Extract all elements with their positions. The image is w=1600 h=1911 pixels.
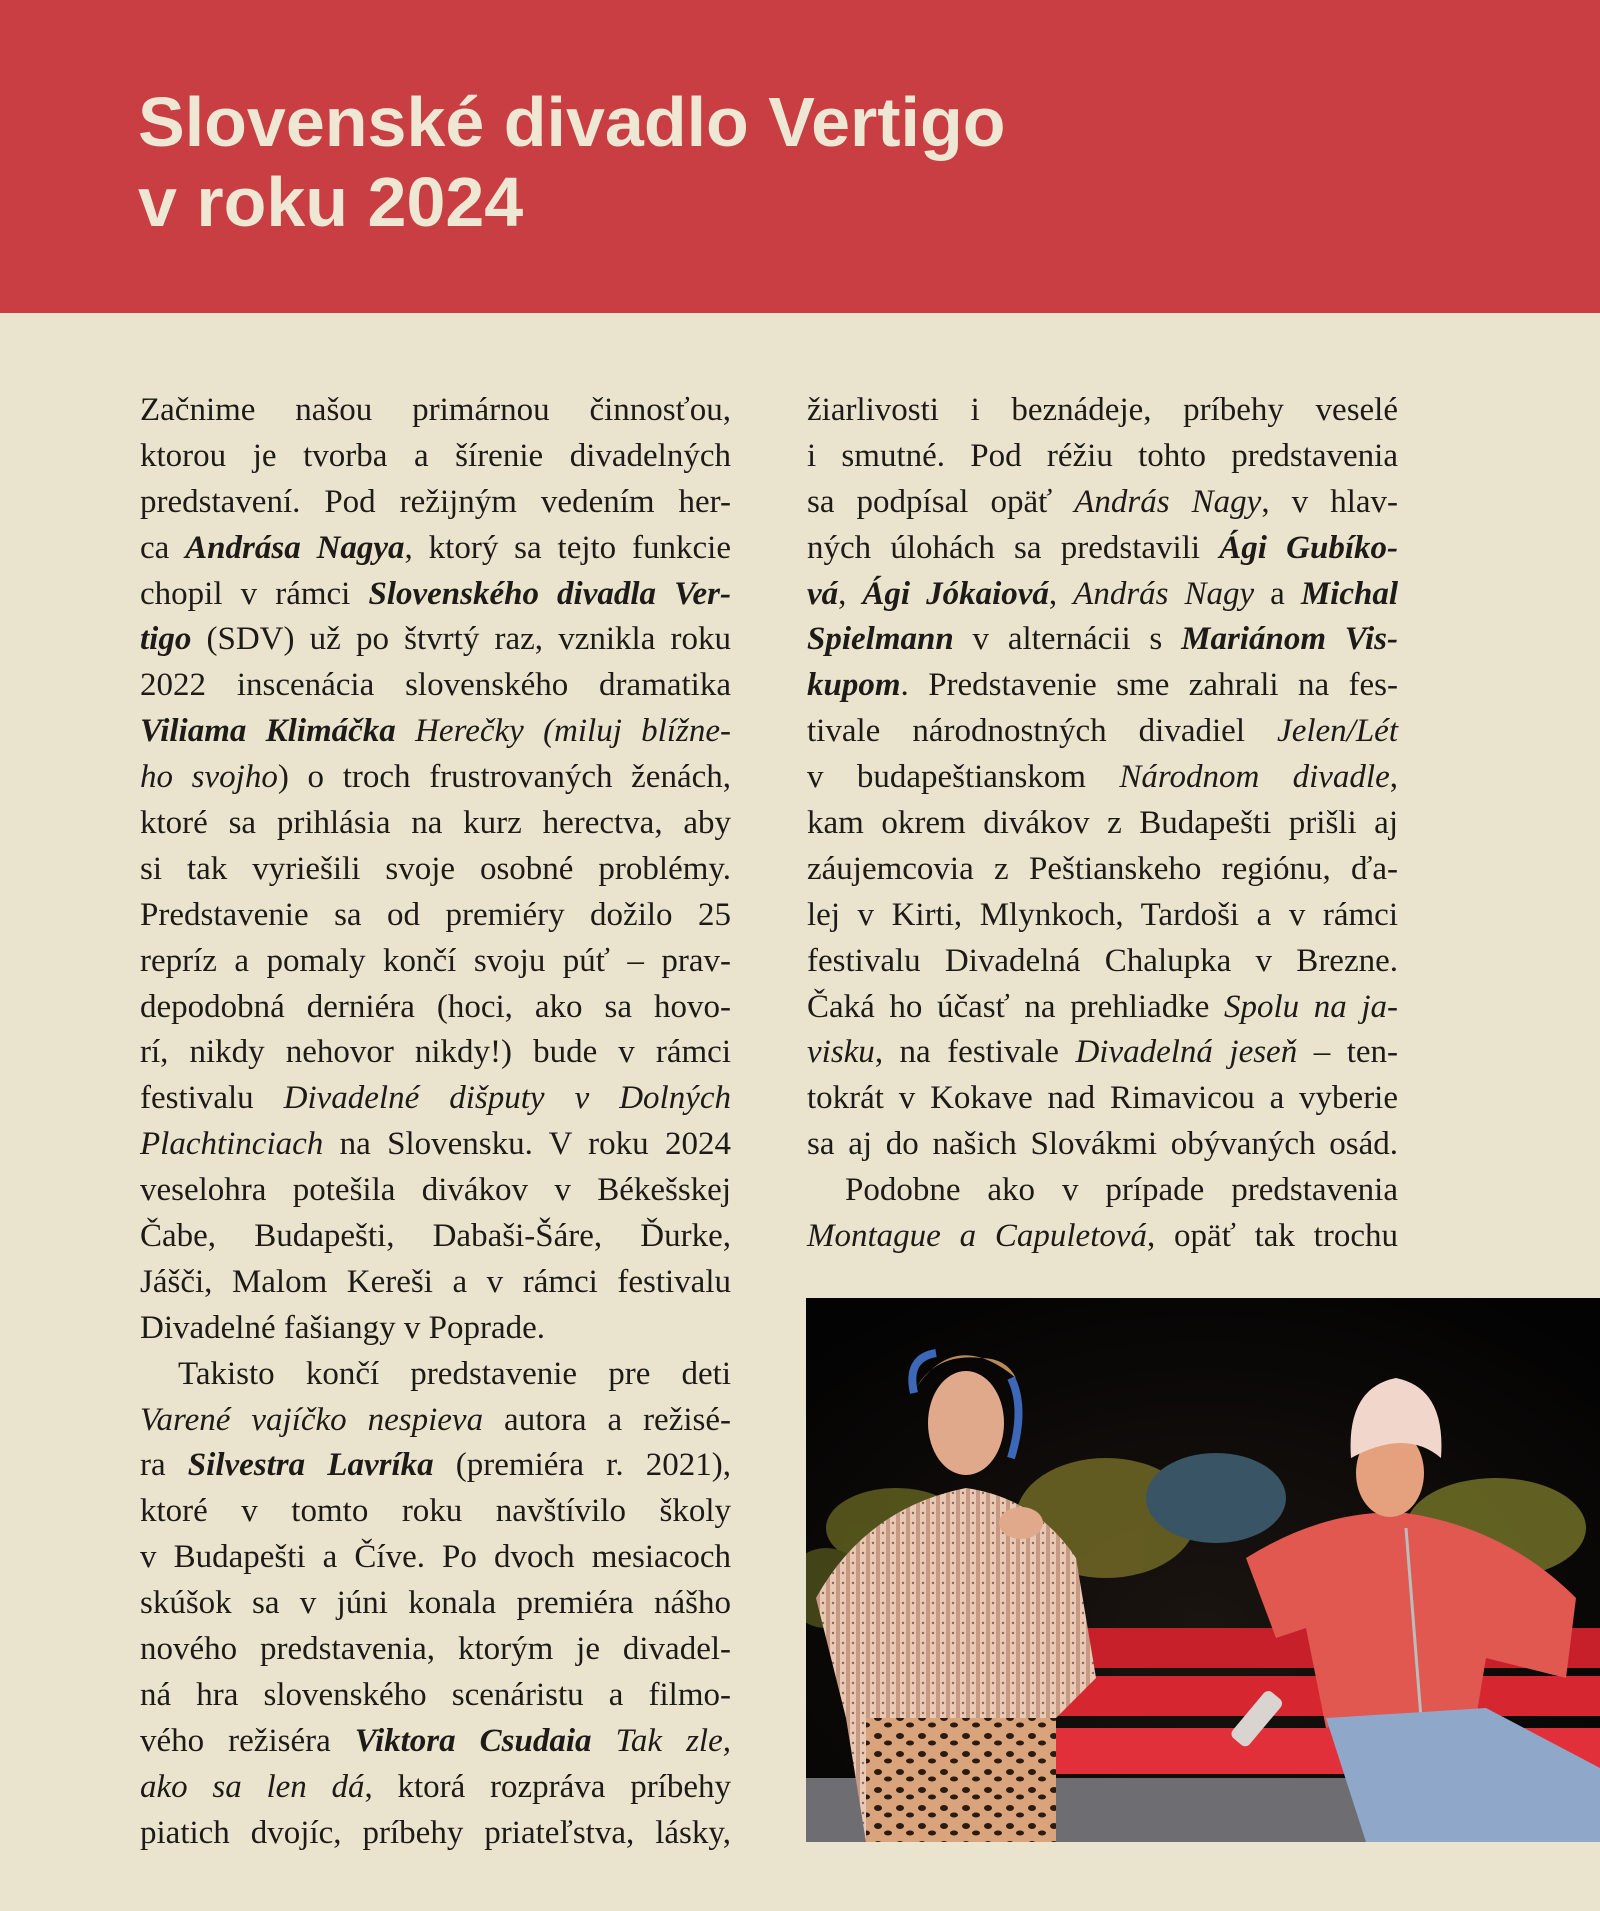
emphasized-name: Viliama Klimáčka	[140, 713, 396, 750]
italic-title: Národnom divadle	[1119, 759, 1390, 796]
text-run: Divadelné fašiangy v Poprade.	[140, 1309, 546, 1346]
text-run: ktorou je tvorba a šírenie divadelných	[140, 437, 731, 474]
text-line	[807, 985, 1398, 1031]
text-run: , v hlav-	[1261, 483, 1398, 520]
text-line	[140, 572, 731, 618]
text-run: , opäť tak trochu	[1147, 1218, 1398, 1255]
text-line	[807, 893, 1398, 939]
text-run: v alternácii s	[953, 621, 1182, 658]
text-run: v Budapešti a Číve. Po dvoch mesiacoch	[140, 1539, 731, 1576]
text-line	[807, 572, 1398, 618]
text-run: predstavení. Pod režijným vedením her-	[140, 483, 731, 520]
text-run: v budapeštianskom	[807, 759, 1120, 796]
italic-title: Plachtinciach	[140, 1126, 324, 1163]
text-run: , na festivale	[874, 1034, 1076, 1071]
text-line	[807, 663, 1398, 709]
text-line	[140, 388, 731, 434]
emphasized-name: Ági Jókaiová	[862, 575, 1049, 612]
text-run: tokrát v Kokave nad Rimavicou a vyberie	[807, 1080, 1398, 1117]
text-line	[140, 893, 731, 939]
header-band	[0, 0, 1600, 313]
text-line	[807, 709, 1398, 755]
text-line	[140, 617, 731, 663]
text-run: ca	[140, 529, 186, 566]
emphasized-name: Mariánom Vis-	[1181, 621, 1398, 658]
italic-title: Varené vajíčko nespieva	[140, 1401, 484, 1438]
text-line	[140, 1398, 731, 1444]
text-column-right	[807, 388, 1398, 1260]
title-line: v roku 2024	[138, 163, 524, 241]
italic-title: András Nagy	[1073, 575, 1255, 612]
text-run: ra	[140, 1447, 188, 1484]
emphasized-name: Andrása Nagya	[185, 529, 405, 566]
italic-title: Divadelná jeseň	[1075, 1034, 1298, 1071]
text-run: tivale národnostných divadiel	[807, 713, 1278, 750]
text-run: Podobne ako v prípade predstavenia	[845, 1172, 1398, 1209]
text-line	[807, 434, 1398, 480]
text-line	[807, 480, 1398, 526]
italic-title: ho svojho	[140, 759, 278, 796]
text-run: . Predstavenie sme zahrali na fes-	[900, 667, 1398, 704]
text-run: Jášči, Malom Kereši a v rámci festivalu	[140, 1263, 731, 1300]
text-run: autora a režisé-	[483, 1401, 731, 1438]
text-line	[140, 1306, 731, 1352]
text-run: vého režiséra	[140, 1722, 355, 1759]
text-line	[140, 1168, 731, 1214]
italic-title: visku	[807, 1034, 875, 1071]
text-run: Začnime našou primárnou činnosťou,	[140, 392, 731, 428]
text-run: Čaká ho účasť na prehliadke	[807, 988, 1224, 1025]
text-line	[140, 985, 731, 1031]
text-run: lej v Kirti, Mlynkoch, Tardoši a v rámci	[807, 896, 1398, 933]
text-line	[807, 939, 1398, 985]
text-line	[140, 1673, 731, 1719]
text-run: Čabe, Budapešti, Dabaši-Šáre, Ďurke,	[140, 1218, 731, 1255]
text-line	[140, 480, 731, 526]
text-line	[140, 1443, 731, 1489]
text-line	[140, 939, 731, 985]
text-run: ktoré sa prihlásia na kurz herectva, aby	[140, 805, 731, 842]
text-run: ,	[1389, 759, 1398, 796]
text-run: skúšok sa v júni konala premiéra nášho	[140, 1585, 731, 1622]
text-line	[140, 1535, 731, 1581]
text-run: Takisto končí predstavenie pre deti	[178, 1355, 731, 1392]
text-line	[807, 617, 1398, 663]
text-line	[140, 1122, 731, 1168]
italic-title: Montague a Capuletová	[807, 1218, 1148, 1255]
text-line	[140, 1076, 731, 1122]
text-line	[807, 1168, 1398, 1214]
emphasized-name: Ági Gubíko-	[1219, 529, 1398, 566]
text-line	[807, 847, 1398, 893]
italic-title: Tak zle,	[591, 1722, 731, 1759]
text-run: ) o troch frustrovaných ženách,	[277, 759, 731, 796]
article-title	[138, 82, 1006, 242]
text-line	[807, 801, 1398, 847]
text-line	[807, 388, 1398, 434]
text-run: repríz a pomaly končí svoju púť – prav-	[140, 942, 731, 979]
text-run: (premiéra r. 2021),	[433, 1447, 731, 1484]
text-run: sa podpísal opäť	[807, 483, 1075, 520]
text-line	[140, 801, 731, 847]
text-line	[807, 1122, 1398, 1168]
text-run: , ktorý sa tejto funkcie	[404, 529, 731, 566]
text-line	[140, 663, 731, 709]
text-line	[140, 755, 731, 801]
text-run: chopil v rámci	[140, 575, 369, 612]
text-line	[140, 1581, 731, 1627]
text-run: žiarlivosti i beznádeje, príbehy veselé	[807, 392, 1398, 428]
text-run: festivalu Divadelná Chalupka v Brezne.	[807, 942, 1398, 979]
emphasized-name: Michal	[1300, 575, 1398, 612]
text-run: – ten-	[1297, 1034, 1398, 1071]
emphasized-name: Silvestra Lavríka	[187, 1447, 434, 1484]
text-line	[807, 1030, 1398, 1076]
text-column-left	[140, 388, 731, 1857]
text-line	[140, 1627, 731, 1673]
text-line	[807, 755, 1398, 801]
text-run: ná hra slovenského scenáristu a filmo-	[140, 1676, 731, 1713]
italic-title: Jelen/Lét	[1277, 713, 1398, 750]
text-line	[140, 1719, 731, 1765]
text-line	[140, 1352, 731, 1398]
text-run: na Slovensku. V roku 2024	[323, 1126, 731, 1163]
text-line	[807, 526, 1398, 572]
italic-title: András Nagy	[1074, 483, 1262, 520]
text-line	[140, 526, 731, 572]
italic-title: ako sa len dá	[140, 1768, 365, 1805]
text-line	[140, 1030, 731, 1076]
text-run: veselohra potešila divákov v Békešskej	[140, 1172, 731, 1209]
title-line: Slovenské divadlo Vertigo	[138, 83, 1006, 161]
text-line	[140, 1260, 731, 1306]
text-run: si tak vyriešili svoje osobné problémy.	[140, 850, 731, 887]
text-line	[140, 1765, 731, 1811]
emphasized-name: Slovenského divadla Ver-	[368, 575, 731, 612]
text-run: ných úlohách sa predstavili	[807, 529, 1220, 566]
text-line	[140, 1811, 731, 1857]
photo-illustration	[806, 1298, 1600, 1842]
emphasized-name: Spielmann	[807, 621, 954, 658]
text-line	[140, 434, 731, 480]
text-run: ktoré v tomto roku navštívilo školy	[140, 1493, 731, 1530]
stage-photo	[806, 1298, 1600, 1842]
text-run: piatich dvojíc, príbehy priateľstva, lásky,	[140, 1814, 731, 1851]
text-run: i smutné. Pod réžiu tohto predstavenia	[807, 437, 1398, 474]
text-run: festivalu	[140, 1080, 284, 1117]
text-run: a	[1254, 575, 1301, 612]
text-line	[807, 1214, 1398, 1260]
text-line	[807, 1076, 1398, 1122]
emphasized-name: vá	[807, 575, 839, 612]
text-run: ,	[838, 575, 863, 612]
text-run: , ktorá rozpráva príbehy	[364, 1768, 731, 1805]
emphasized-name: kupom	[807, 667, 901, 704]
text-line	[140, 1489, 731, 1535]
text-line	[140, 1214, 731, 1260]
italic-title: Spolu na ja-	[1223, 988, 1398, 1025]
text-run: ,	[1048, 575, 1074, 612]
text-run: Predstavenie sa od premiéry dožilo 25	[140, 896, 731, 933]
emphasized-name: tigo	[140, 621, 192, 658]
text-run: depodobná derniéra (hoci, ako sa hovo-	[140, 988, 731, 1025]
text-run: kam okrem divákov z Budapešti prišli aj	[807, 805, 1398, 842]
italic-title: Herečky (miluj blížne-	[395, 713, 731, 750]
text-run: (SDV) už po štvrtý raz, vznikla roku	[191, 621, 731, 658]
text-run: sa aj do našich Slovákmi obývaných osád.	[807, 1126, 1398, 1163]
text-run: 2022 inscenácia slovenského dramatika	[140, 667, 731, 704]
text-run: rí, nikdy nehovor nikdy!) bude v rámci	[140, 1034, 731, 1071]
text-line	[140, 709, 731, 755]
text-run: záujemcovia z Peštianskeho regiónu, ďa-	[807, 850, 1398, 887]
italic-title: Divadelné dišputy v Dolných	[283, 1080, 732, 1117]
text-run: nového predstavenia, ktorým je divadel-	[140, 1631, 731, 1668]
emphasized-name: Viktora Csudaia	[354, 1722, 592, 1759]
text-line	[140, 847, 731, 893]
